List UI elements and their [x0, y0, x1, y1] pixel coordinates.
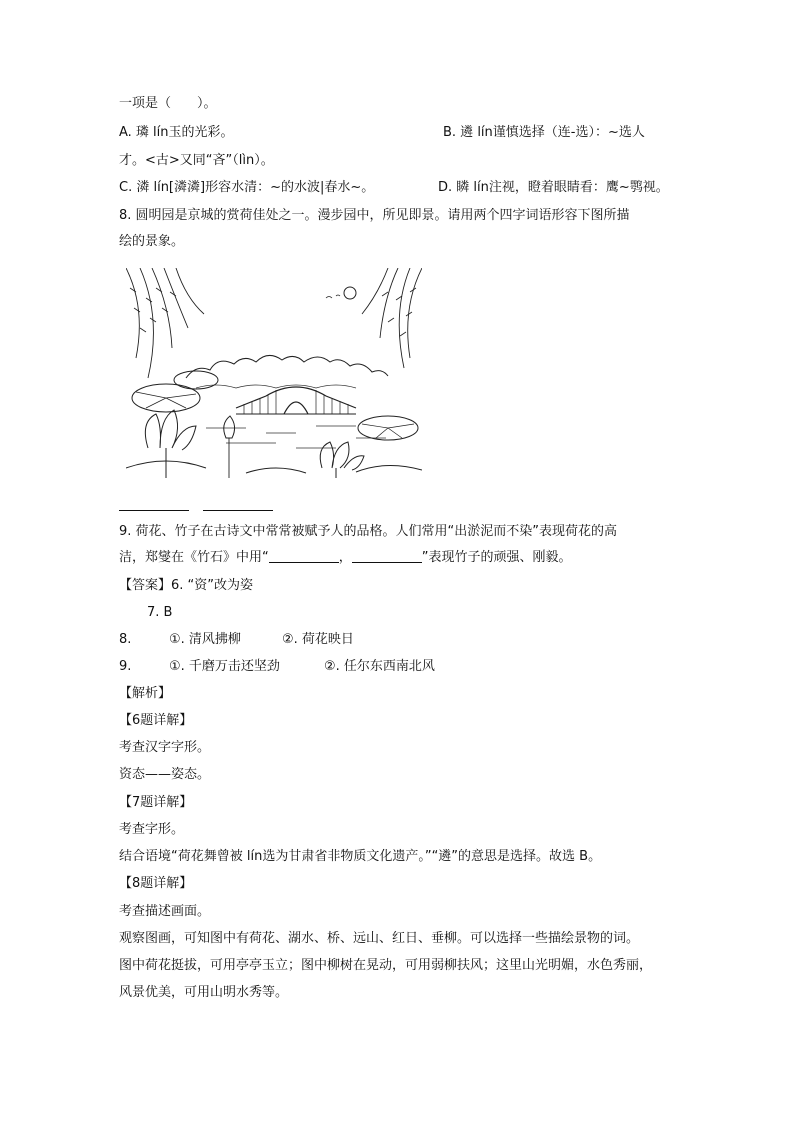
- q7-option-b: B. 遴 lín谨慎选择（连-选）：~选人: [443, 125, 645, 140]
- q7-stem-end: 一项是（ ）。: [119, 96, 217, 111]
- analysis-8-para-2: 观察图画，可知图中有荷花、湖水、桥、远山、红日、垂柳。可以选择一些描绘景物的词。: [119, 931, 640, 946]
- lotus-bridge-landscape-drawing: [126, 268, 422, 478]
- analysis-8-para-4: 风景优美，可用山明水秀等。: [119, 985, 289, 1000]
- q7-option-c: C. 潾 lín[潾潾]形容水清：~的水波|春水~。: [119, 180, 375, 195]
- q9-line1: 9. 荷花、竹子在古诗文中常常被赋予人的品格。人们常用“出淤泥而不染”表现荷花的高: [119, 524, 618, 539]
- q9-line2: [119, 548, 572, 568]
- analysis-title: 【解析】: [119, 686, 172, 701]
- answer-7: 7. B: [147, 605, 173, 620]
- analysis-8-para-3: 图中荷花挺拔，可用亭亭玉立；图中柳树在晃动，可用弱柳扶风；这里山光明媚，水色秀丽，: [119, 958, 653, 973]
- answer-8-part-1: ①. 清风拂柳: [169, 632, 241, 647]
- analysis-8-heading: 【8题详解】: [119, 876, 193, 891]
- q9-line2-suffix: ”表现竹子的顽强、刚毅。: [421, 550, 572, 565]
- analysis-6-heading: 【6题详解】: [119, 713, 193, 728]
- analysis-6-para-2: 资态——姿态。: [119, 767, 211, 782]
- answer-8-part-2: ②. 荷花映日: [282, 632, 354, 647]
- analysis-7-para-2: 结合语境“荷花舞曾被 lín选为甘肃省非物质文化遗产。”“遴”的意思是选择。故选 B。: [119, 849, 602, 864]
- q8-answer-blank-1[interactable]: [119, 510, 189, 511]
- q9-line2-prefix: 洁，郑燮在《竹石》中用“: [119, 550, 269, 565]
- answer-9-part-1: ①. 千磨万击还坚劲: [169, 659, 280, 674]
- q9-answer-blank-1[interactable]: [269, 548, 339, 563]
- q8-answer-blank-2[interactable]: [203, 510, 273, 511]
- answer-8-number: 8.: [119, 632, 132, 647]
- analysis-7-heading: 【7题详解】: [119, 795, 193, 810]
- q9-line2-separator: ，: [338, 550, 352, 565]
- answer-9-part-2: ②. 任尔东西南北风: [324, 659, 435, 674]
- q9-answer-blank-2[interactable]: [352, 548, 422, 563]
- q7-option-a: A. 璘 lín玉的光彩。: [119, 125, 234, 140]
- answer-6: 【答案】6. “资”改为姿: [119, 578, 254, 593]
- analysis-8-para-1: 考查描述画面。: [119, 904, 211, 919]
- q8-text-line1: 8. 圆明园是京城的赏荷佳处之一。漫步园中，所见即景。请用两个四字词语形容下图所描: [119, 208, 630, 223]
- q7-option-d: D. 瞵 lín注视，瞪着眼睛看：鹰~鹗视。: [438, 180, 669, 195]
- q8-text-line2: 绘的景象。: [119, 234, 185, 249]
- analysis-6-para-1: 考查汉字字形。: [119, 740, 211, 755]
- analysis-7-para-1: 考查字形。: [119, 822, 185, 837]
- q7-option-b-cont: 才。<古>又同“吝”（lìn）。: [119, 153, 274, 168]
- answer-9-number: 9.: [119, 659, 132, 674]
